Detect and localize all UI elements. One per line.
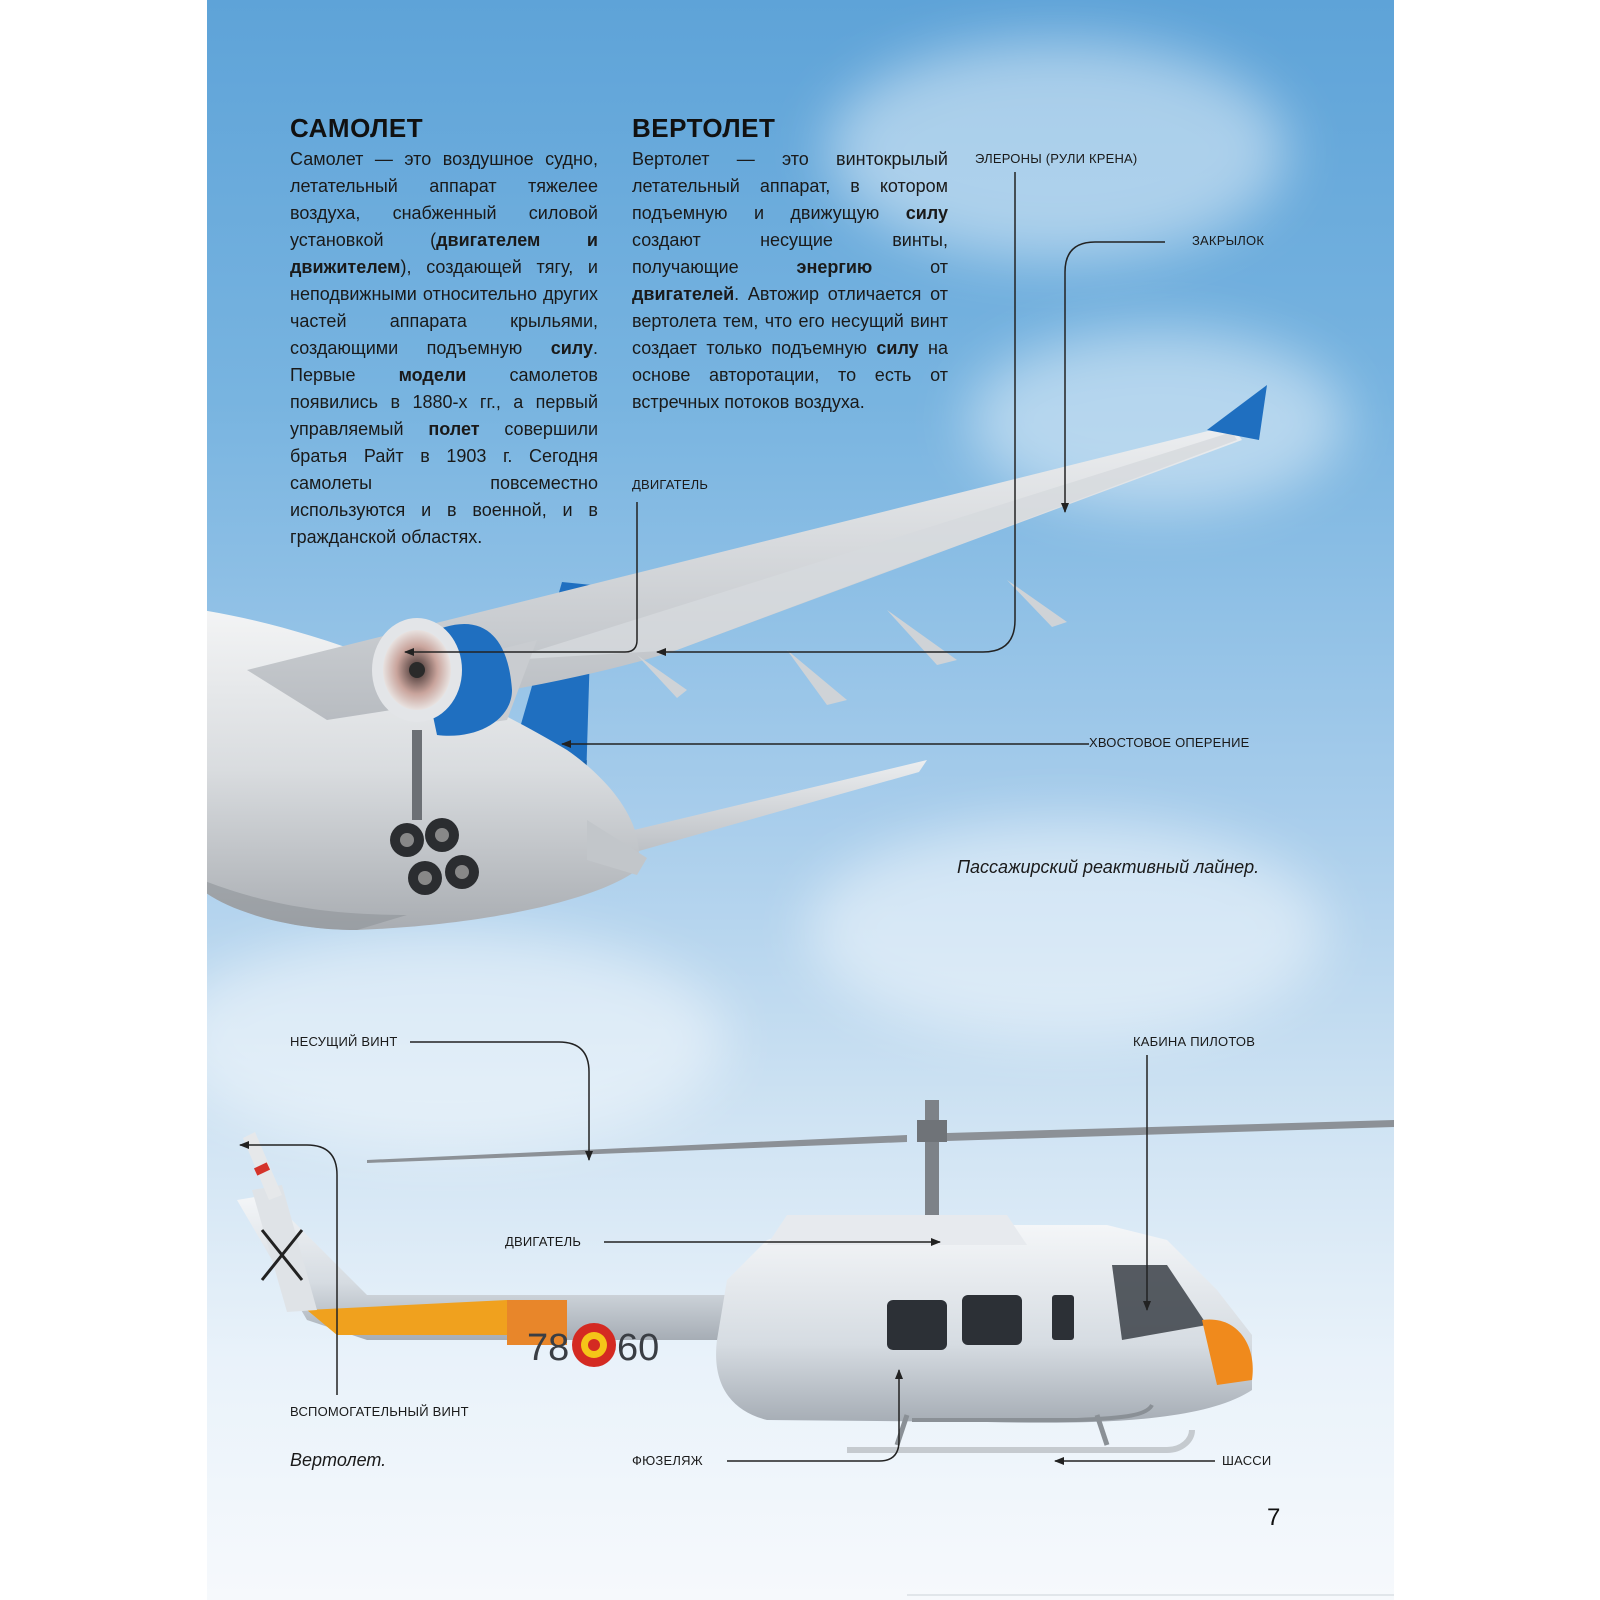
label-tail-rotor: ВСПОМОГАТЕЛЬНЫЙ ВИНТ [290, 1404, 469, 1419]
bold-term: силу [550, 338, 593, 358]
label-tail: ХВОСТОВОЕ ОПЕРЕНИЕ [1089, 735, 1250, 750]
label-plane-engine: ДВИГАТЕЛЬ [632, 477, 709, 492]
heli-marking-right: 60 [617, 1327, 660, 1369]
helicopter [237, 1100, 1394, 1450]
plane-horizontal-stabilizer [592, 760, 927, 860]
label-heli-engine: ДВИГАТЕЛЬ [505, 1234, 582, 1249]
label-main-rotor: НЕСУЩИЙ ВИНТ [290, 1034, 398, 1049]
label-cockpit: КАБИНА ПИЛОТОВ [1133, 1034, 1256, 1049]
bold-term: двигателем и движителем [290, 230, 598, 277]
text-run: . Автожир отличается от вертолета тем, что его несущий винт создает только подъемную [632, 284, 948, 358]
heli-marking-left: 78 [527, 1327, 570, 1369]
text-run: . Первые [290, 338, 598, 385]
text-run: самолетов появились в 1880-х гг., а первый управляемый [290, 365, 598, 439]
text-run: от [872, 257, 948, 277]
bold-term: полет [428, 419, 480, 439]
text-run: ), создающей тягу, и неподвижными относительно других частей аппарата крыльями, создающими подъемную [290, 257, 598, 358]
label-fuselage: ФЮЗЕЛЯЖ [632, 1453, 703, 1468]
plane-caption: Пассажирский реактивный лайнер. [957, 857, 1260, 877]
label-ailerons: ЭЛЕРОНЫ (РУЛИ КРЕНА) [975, 151, 1138, 166]
heli-main-rotor [367, 1135, 907, 1163]
text-run: Самолет — это воздушное судно, летательный аппарат тяжелее воздуха, снабженный силовой установкой ( [290, 149, 598, 250]
callout-main-rotor [410, 1042, 589, 1160]
text-run: совершили братья Райт в 1903 г. Сегодня самолеты повсеместно используются и в военной, и в гражданской областях. [290, 419, 598, 547]
bold-term: энергию [796, 257, 873, 277]
page-number: 7 [1267, 1504, 1281, 1531]
bold-term: силу [905, 203, 948, 223]
label-gear: ШАССИ [1222, 1453, 1272, 1468]
bold-term: силу [876, 338, 919, 358]
bold-term: двигателей [632, 284, 735, 304]
heli-engine-cowling [767, 1215, 1027, 1245]
helicopter-paragraph [632, 146, 948, 416]
bold-term: модели [398, 365, 467, 385]
heli-caption: Вертолет. [290, 1450, 387, 1470]
text-run: создают несущие винты, получающие [632, 230, 948, 277]
text-run: Вертолет — это винтокрылый летательный аппарат, в котором подъемную и движущую [632, 149, 948, 223]
page [207, 0, 1394, 1600]
airplane-title: САМОЛЕТ [290, 113, 424, 143]
airplane-paragraph [290, 146, 598, 551]
text-run: на основе авторотации, то есть от встречных потоков воздуха. [632, 338, 949, 412]
label-flap: ЗАКРЫЛОК [1192, 233, 1265, 248]
helicopter-title: ВЕРТОЛЕТ [632, 113, 776, 143]
